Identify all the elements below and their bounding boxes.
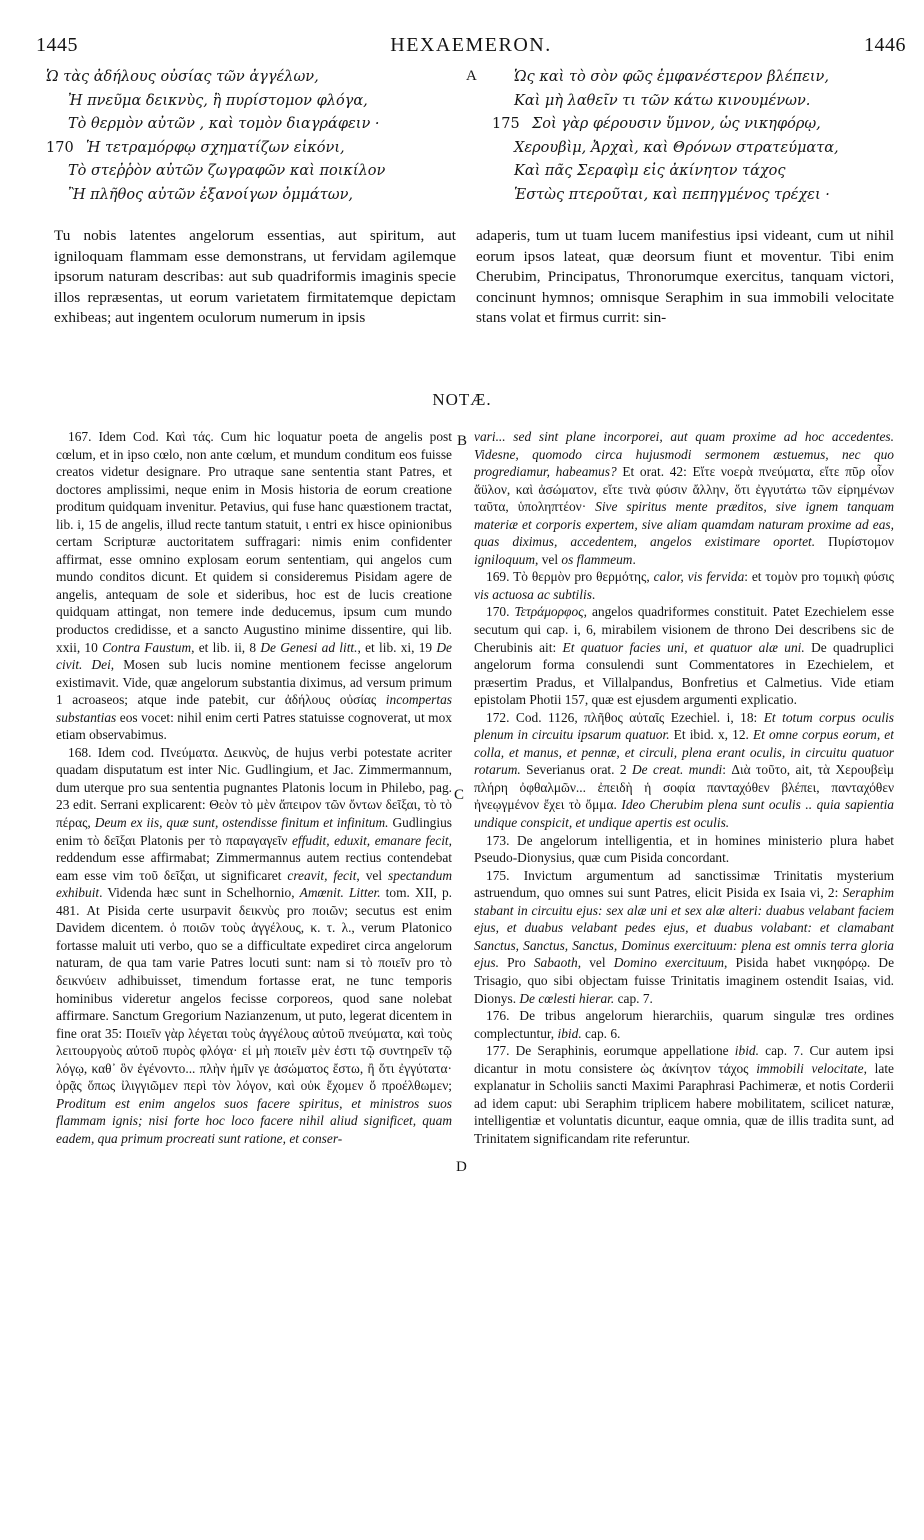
verse-line — [492, 160, 912, 184]
verse-line — [46, 184, 466, 208]
verse-line — [492, 66, 912, 90]
note-paragraph: 177. De Seraphinis, eorumque appellatione ibid. cap. 7. Cur autem ipsi dicantur in motu consistere ὡς ἀκίνητον τάχος immobili velocitate, late explanatur in Scholiis sancti Maximi Paraphrasi Pachimeræ, et notis Corderii ad idem caput: ubi Seraphim triplicem habere mobilitatem, scilicet naturæ, intelligentiæ et voluntatis dicuntur, eaque omnia, quæ de illis tradita sunt, ad Trinitatem significandam rite referuntur. — [474, 1043, 894, 1146]
verse-text: Ἠ πνεῦμα δεικνὺς, ἢ πυρίστομον φλόγα, — [68, 92, 368, 109]
page-number-right: 1446 — [864, 34, 906, 56]
verse-line — [46, 137, 466, 161]
verse-text: Χερουβὶμ, Ἀρχαὶ, καὶ Θρόνων στρατεύματα, — [514, 139, 839, 156]
page-number-left: 1445 — [36, 34, 78, 56]
greek-verses-right — [492, 66, 912, 216]
verse-line — [46, 66, 466, 90]
verse-text: Καὶ πᾶς Σεραφὶμ εἰς ἀκίνητον τάχος — [514, 163, 786, 179]
note-paragraph: 172. Cod. 1126, πλῆθος αὐταῖς Ezechiel. i, 18: Et totum corpus oculis plenum in circuitu ipsarum quatuor. Et ibid. x, 12. Et omne corpus eorum, et colla, et manus, et pennæ, et circuli, plena erant oculis, in circuitu quatuor rotarum. Severianus orat. 2 De creat. mundi: Διὰ τοῦτο, ait, τὰ Χερουβεὶμ πλήρη ὀφθαλμῶν... ἐπειδὴ ἡ σοφία πανταχόθεν βλέπει, πανταχόθεν ἠνεῳγμένον ἔχει τὸ ὄμμα. Ideo Cherubim plena sunt oculis .. quia sapientia undique conspicit, et undique apertis est oculis. — [474, 709, 894, 831]
notes-heading: NOTÆ. — [432, 390, 492, 409]
verse-line — [492, 113, 912, 137]
greek-verses-left — [46, 66, 466, 216]
verse-text: Ὡ τὰς ἀδήλους οὐσίας τῶν ἀγγέλων, — [46, 69, 319, 85]
note-paragraph: vari... sed sint plane incorporei, aut quam proxime ad hoc accedentes. Videsne, quomodo circa hujusmodi sermonem æstuemus, nec quo progrediamur, habeamus? Et orat. 42: Εἴτε νοερὰ πνεύματα, εἴτε πῦρ οἷον ἄϋλον, καὶ ἀσώματον, εἴτε τινὰ φύσιν ἄλλην, ὅτι ἐγγυτάτω τῶν εἰρημένων ταῦτα, ὑποληπτέον· Sive spiritus mente præditos, sive ignem tanquam materiæ et corporis expertem, sive aliam quamdam naturam proxime ad eas, quas diximus, accedentem, angelos existimare oportet. Πυρίστομον igniloquum, vel os flammeum. — [474, 429, 894, 567]
margin-letter-b: B — [457, 433, 468, 449]
note-paragraph: 170. Τετράμορφος, angelos quadriformes constituit. Patet Ezechielem esse secutum qui cap. i, 6, mirabilem visionem de throno Dei describens sic de Cherubinis ait: Et quatuor facies uni, et quatuor alæ uni. De quadruplici angelorum forma consulendi sunt Commentatores in Ezechielem, et præsertim Pradus, et Villalpandus, Bonfretius et Calmetius. Vide etiam epistolam Photii 157, quæ est ejusdem argumenti explicatio. — [474, 604, 894, 708]
running-title: HEXAEMERON. — [390, 34, 552, 56]
verse-line — [492, 137, 912, 161]
verse-number: 175 — [492, 116, 520, 132]
latin-translation-right: adaperis, tum ut tuam lucem manifestius ipsi videant, cum ut nihil eorum ipsos lateat, quæ deorsum fiunt et moventur. Tibi enim Cherubim, Principatus, Thronorumque exercitus, tanquam victori, concinunt hymnos; omnisque Seraphim in sua immobili velocitate stans volat et firmus currit: sin- — [476, 227, 894, 326]
verse-line — [492, 184, 912, 208]
verse-text: Καὶ μὴ λαθεῖν τι τῶν κάτω κινουμένων. — [514, 92, 811, 109]
note-paragraph: 176. De tribus angelorum hierarchiis, quarum singulæ tres ordines complectuntur, ibid. cap. 6. — [474, 1008, 894, 1041]
latin-translation-left: Tu nobis latentes angelorum essentias, aut spiritum, aut igniloquam flammam esse demonstrans, ut fervidam agilemque ipsorum naturam describas: aut sub quadriformis imaginis specie illos repræsentas, ut eorum varietatem firmitatemque depictam exhibeas; aut ingentem oculorum numerum in ipsis — [54, 227, 456, 326]
running-header — [36, 34, 906, 58]
note-paragraph: 173. De angelorum intelligentia, et in homines ministerio plura habet Pseudo-Dionysius, quæ cum Pisida concordant. — [474, 832, 894, 866]
verse-text: Τὸ θερμὸν αὐτῶν , καὶ τομὸν διαγράφειν · — [68, 116, 380, 132]
verse-line — [492, 90, 912, 114]
verse-line — [46, 113, 466, 137]
verse-text: Τὸ στεῤῥὸν αὐτῶν ζωγραφῶν καὶ ποικίλον — [68, 163, 386, 179]
note-paragraph: 167. Idem Cod. Καὶ τάς. Cum hic loquatur poeta de angelis post cœlum, et in ipso cœlo, non ante cœlum, et mundum conditum eos fuisse creatos videtur designare. Pro utraque sane sententia stant Patres, et doctores amplissimi, neque enim in Mosis historia de eorum creatione proditum quidquam invenitur. Petavius, qui fuse hanc quæstionem tractat, lib. i, 15 de angelis, illud recte tantum statuit, ι entri ex hisce opinionibus certam Scripturæ auctoritatem suffragari: nimis enim confidenter affirmat, esse omnino explosam eorum sententiam, qui angelos cum mundo conditos dicunt. Et quidem si consideremus Pisidam agere de angelis, antequam de sole et sideribus, hoc est de lucis creatione quidquam attingat, non temere inde deducemus, ipsum cum mundo productos credidisse, et a sancto Augustino minime dissentire, qui lib. xxii, 10 Contra Faustum, et lib. ii, 8 De Genesi ad litt., et lib. xi, 19 De civit. Dei, Mosen sub lucis nomine mentionem fecisse angelorum existimavit. Vide, quæ angelorum substantia diximus, ad versum primum 1 acroaseos; atque inde patebit, cur ἀδήλους οὐσίας incompertas substantias eos vocet: nihil enim certi Patres statuisse cognoverat, ut mox etiam observabimus. — [56, 429, 452, 743]
note-paragraph: 169. Τὸ θερμὸν pro θερμότης, calor, vis fervida: et τομὸν pro τομικὴ φύσις vis actuosa ac subtilis. — [474, 569, 894, 602]
note-paragraph: 175. Invictum argumentum ad sanctissimæ Trinitatis mysterium astruendum, quo omnes sui sunt Patres, elicit Pisida ex Isaia vi, 2: Seraphim stabant in circuitu ejus: sex alæ uni et sex alæ alteri: duabus velabant faciem ejus, et duabus velabant pedes ejus, et duabus volabant: et clamabant Sanctus, Sanctus, Sanctus, Dominus exercituum: plena est omnis terra gloria ejus. Pro Sabaoth, vel Domino exercituum, Pisida habet νικηφόρῳ. De Trisagio, quo sibi objectam fuisse Trinitatis imaginem ostendit Isaias, vid. Dionys. De cœlesti hierar. cap. 7. — [474, 867, 894, 1006]
verse-line — [46, 90, 466, 114]
verse-text: Ὡς καὶ τὸ σὸν φῶς ἐμφανέστερον βλέπειν, — [514, 69, 829, 85]
verse-text: Σοὶ γὰρ φέρουσιν ὕμνον, ὡς νικηφόρῳ, — [532, 116, 821, 132]
margin-letter-c: C — [454, 787, 465, 803]
notes-column-right — [474, 428, 894, 1528]
verse-number: 170 — [46, 139, 74, 156]
verse-line — [46, 160, 466, 184]
verse-text: Ἡ τετραμόρφῳ σχηματίζων εἰκόνι, — [86, 139, 345, 156]
margin-letter-a: A — [466, 68, 477, 84]
margin-letter-d: D — [456, 1159, 467, 1175]
notes-column-left — [56, 428, 452, 1528]
verse-text: Ἑστὼς πτεροῦται, καὶ πεπηγμένος τρέχει · — [514, 186, 830, 203]
verse-text: Ἢ πλῆθος αὐτῶν ἐξανοίγων ὀμμάτων, — [68, 186, 353, 203]
note-paragraph: 168. Idem cod. Πνεύματα. Δεικνὺς, de hujus verbi potestate acriter quadam disputatum est inter Nic. Gudlingium, et Jac. Zimmermannum, dum uterque pro sua sententia pugnantes Platonis locum in Philebo, pag. 23 edit. Serrani explicarent: Θεὸν τὸ μὲν ἄπειρον τῶν ὄντων δεῖξαι, τὸ τὸ πέρας, Deum ex iis, quæ sunt, ostendisse finitum et infinitum. Gudlingius enim τὸ δεῖξαι Platonis per τὸ παραγαγεῖν effudit, eduxit, emanare fecit, reddendum esse affirmabat; Zimmermannus autem rectius contendebat eam esse vim τοῦ δεῖξαι, ut significaret creavit, fecit, vel spectandum exhibuit. Videnda hæc sunt in Schelhornio, Amœnit. Litter. tom. XII, p. 481. At Pisida certe usurpavit δεικνὺς pro ποιῶν; secutus est enim Davidem dicentem. ὁ ποιῶν τοὺς ἀγγέλους, κ. τ. λ., verum Platonico fortasse maluit uti verbo, quo se a difficultate expediret circa angelorum naturam, de qua tam varie Patres locuti sunt: nam si τὸ ποιεῖν pro τὸ δεικνύειν adhibuisset, timendum fortasse erat, ne tunc temporis hominibus videretur angelos fecisse corporeos, quod sane nolebat affirmare. Sanctum Gregorium Nazianzenum, ut puto, legerat dicentem in fine orat 35: Ποιεῖν γὰρ λέγεται τοὺς ἀγγέλους αὐτοῦ πνεύματα, καὶ τοὺς λειτουργοὺς αὐτοῦ πυρὸς φλόγα· εἰ μὴ ποιεῖν μὲν ἐστι τῷ συντηρεῖν τῷ λόγῳ, καθ᾽ ὃν ἐγένοντο... πλὴν ἡμῖν γε ἀσώματος ἔστω, ἢ ὅτι ἐγγύτατα· ὁρᾷς ὅπως ἰλιγγιῶμεν περὶ τὸν λόγον, καὶ οὐκ ἔχομεν ὅ προέλθωμεν; Proditum est enim angelos suos facere spiritus, et ministros suos flammam ignis; nisi forte hoc loco facere nihil aliud significet, quam eadem, qua primum procreati sunt ratione, et conser- — [56, 744, 452, 1146]
